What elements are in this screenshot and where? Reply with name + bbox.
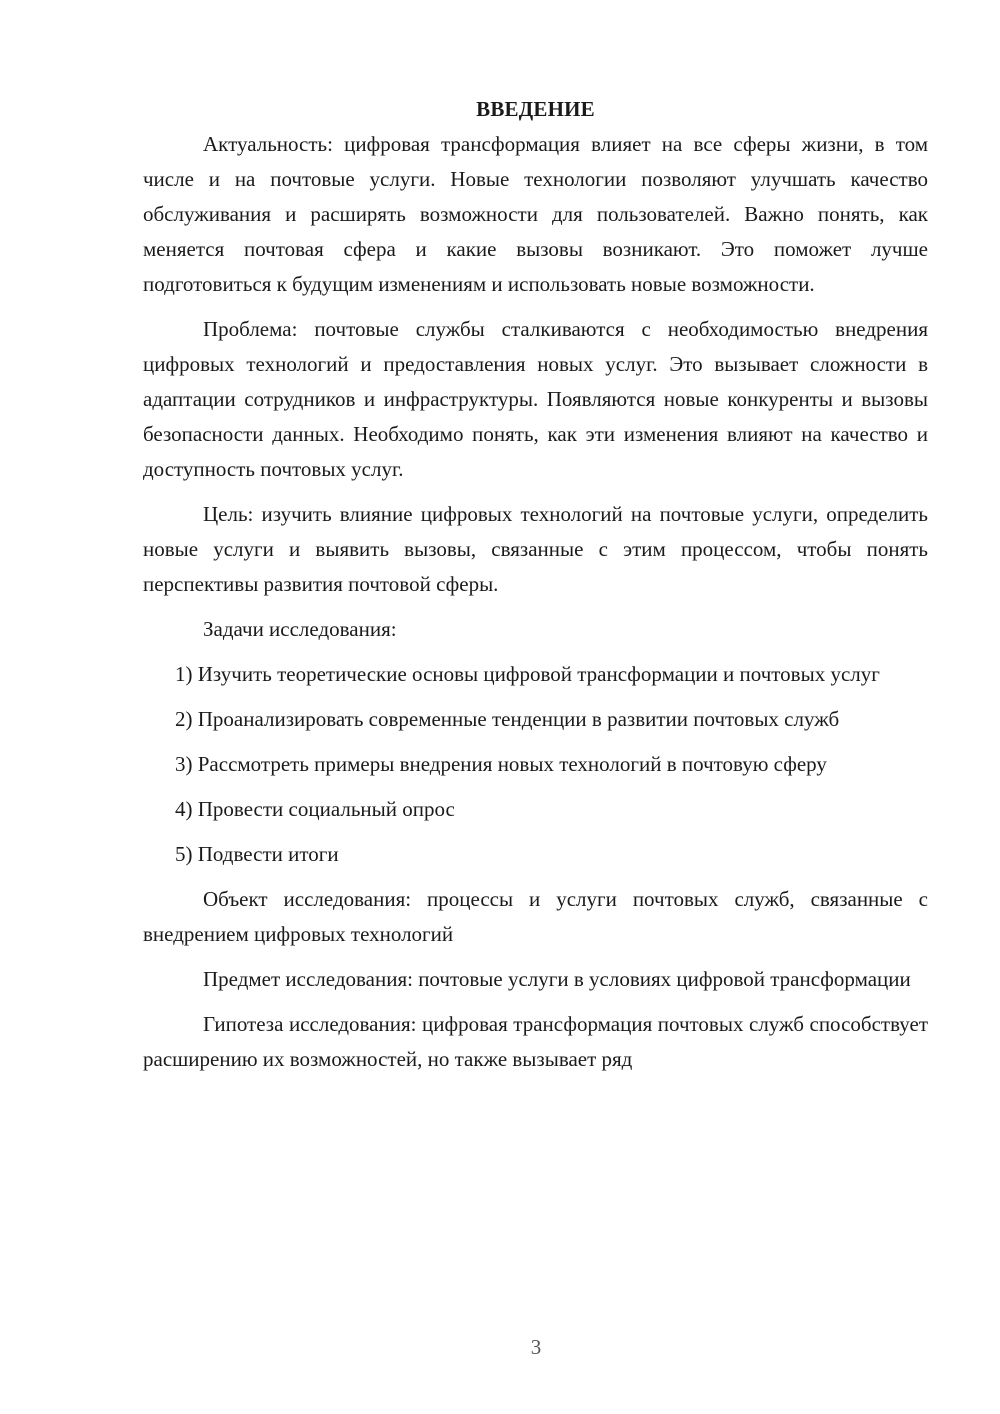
paragraph-hypothesis: Гипотеза исследования: цифровая трансформация почтовых служб способствует расширению их возможностей, но также вызывает ряд	[143, 1012, 928, 1071]
task-list-item: 1) Изучить теоретические основы цифровой трансформации и почтовых услуг	[175, 662, 880, 686]
task-list-item: 3) Рассмотреть примеры внедрения новых технологий в почтовую сферу	[175, 752, 827, 776]
task-list-item: 5) Подвести итоги	[175, 842, 339, 866]
document-page	[143, 92, 928, 1087]
paragraph-relevance: Актуальность: цифровая трансформация влияет на все сферы жизни, в том числе и на почтовые услуги. Новые технологии позволяют улучшать качество обслуживания и расширять возможности для пользователей. Важно понять, как меняется почтовая сфера и какие вызовы возникают. Это поможет лучше подготовиться к будущим изменениям и использовать новые возможности.	[143, 132, 928, 296]
task-list-item: 2) Проанализировать современные тенденции в развитии почтовых служб	[175, 707, 840, 731]
paragraph-subject: Предмет исследования: почтовые услуги в условиях цифровой трансформации	[203, 967, 911, 991]
paragraph-tasks-heading: Задачи исследования:	[203, 617, 397, 641]
paragraph-problem: Проблема: почтовые службы сталкиваются с необходимостью внедрения цифровых технологий и предоставления новых услуг. Это вызывает сложности в адаптации сотрудников и инфраструктуры. Появляются новые конкуренты и вызовы безопасности данных. Необходимо понять, как эти изменения влияют на качество и доступность почтовых услуг.	[143, 317, 928, 481]
paragraph-goal: Цель: изучить влияние цифровых технологий на почтовые услуги, определить новые услуги и выявить вызовы, связанные с этим процессом, чтобы понять перспективы развития почтовой сферы.	[143, 502, 928, 596]
page-number: 3	[530, 1335, 542, 1359]
paragraph-object: Объект исследования: процессы и услуги почтовых служб, связанные с внедрением цифровых технологий	[143, 887, 928, 946]
task-list-item: 4) Провести социальный опрос	[175, 797, 455, 821]
section-title: ВВЕДЕНИЕ	[476, 97, 595, 121]
